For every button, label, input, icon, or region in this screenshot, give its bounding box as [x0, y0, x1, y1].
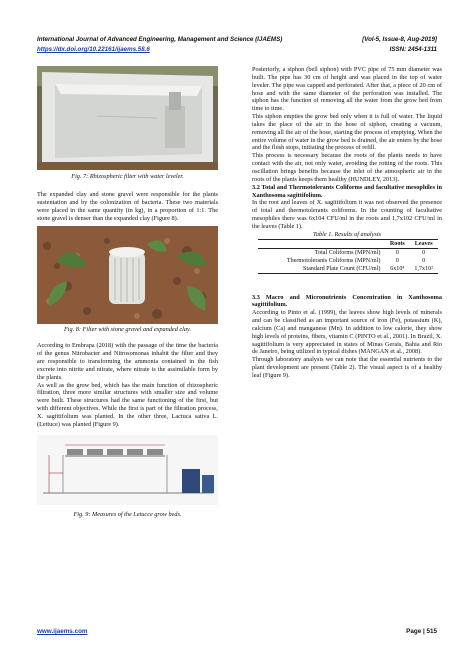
table-cell: Thermotolerants Coliforms (MPN/ml) [286, 257, 381, 264]
table-cell: 0 [395, 257, 399, 264]
section-3-3-heading: 3.3 Macro and Micronutrients Concentration in Xanthosoma sagittifolium. [252, 293, 442, 309]
doi-link[interactable]: https://dx.doi.org/10.22161/ijaems.58.6 [37, 46, 150, 53]
right-paragraph-6: Through laboratory analysis we can note that the essential nutrients to the plant development are present (Table 2). The visual aspect is of a healthy leaf (Figure 9). [252, 356, 442, 379]
table-row [258, 248, 438, 257]
figure-9-caption: Fig. 9: Measures of the Letucce grow beds. [73, 510, 182, 518]
left-paragraph-2: According to Embrapa (2018) with the passage of the time the bacteria of the genus Nitrobacter and Nitrosomonas inhabit the filter and they are responsible to transforming the ammonia contained in the fish excrete into nitrite and nitrate, where nitrate is the assimilable form by the plants. [37, 342, 218, 381]
table-row [258, 265, 438, 274]
table-header-cell: Leaves [409, 239, 438, 248]
table-cell: 6x10⁴ [385, 265, 409, 274]
table-cell: 0 [422, 257, 426, 264]
table-header-row [258, 239, 438, 248]
issn: ISSN: 2454-1311 [389, 46, 437, 53]
figure-7-caption: Fig. 7: Rhizospheric filter with water leveler. [71, 173, 184, 180]
table-header-cell: Roots [385, 239, 409, 248]
left-paragraph-3: As well as the grow bed, which has the main function of rhizospheric filtration, three more similar structures with smaller size and volume were built. These structures had the same functioning of the first, but with different objectives. While the first is part of the filtration process, X. sagittifolium was planted. In the other three, Lactuca sativa L. (Lettuce) was planted (Figure 9). [37, 381, 218, 428]
figure-7-photo [37, 66, 218, 170]
right-paragraph-1: Posteriorly, a siphon (bell siphon) with PVC pipe of 75 mm diameter was built. The pipe has 30 cm of height and was placed in the top of water leveler. The pipe was capped and perforated. After that, a piece of 20 cm of hose and with the same diameter of the perforation was installed. The siphon has the function of removing all the water from the grow bed from time to time. [252, 66, 442, 113]
website-link[interactable]: www.ijaems.com [37, 628, 88, 635]
table-cell: 0 [395, 249, 399, 256]
right-paragraph-3: This process is necessary because the roots of the plants needs to have contact with the air, not only water, avoiding the rotting of the roots. This oscillation brings benefits because the inlet of the atmospheric air in the roots of the plants keeps them healthy (HUNDLEY, 2013). [252, 152, 442, 183]
right-paragraph-4: In the root and leaves of X. sagittifolium it was not observed the presence of total and thermotolerants coliforms. In the counting of facultative mesophiles there was 6x104 CFU/ml in the roots and 1,7x102 CFU/ml in the leaves (Table 1). [252, 199, 442, 230]
table-1-caption: Table 1. Results of analysis [312, 230, 381, 238]
table-header-cell [258, 239, 385, 248]
table-cell: 0 [422, 249, 426, 256]
figure-8-photo [37, 226, 218, 324]
results-table [258, 239, 438, 274]
right-paragraph-5: According to Pinto et al. (1999), the leaves show high levels of minerals and can be classified as an important source of iron (Fe), potassium (K), calcium (Ca) and manganese (Mn). In addition to low calorie, they show high levels of proteins, fibers, vitamin C (PINTO et al., 2001). In Brazil, X. sagittifolium is very appreciated in states of Minas Gerais, Bahia and Rio de Janeiro, being utilized in typical dishes (MANGAN et al., 2008). [252, 309, 442, 356]
volume-info: [Vol-5, Issue-8, Aug-2019] [362, 36, 437, 43]
right-column [252, 66, 442, 380]
table-cell: Standard Plate Count (CFU/ml) [258, 265, 385, 274]
table-cell: Total Coliforms (MPN/ml) [314, 249, 381, 256]
table-row [258, 257, 438, 265]
right-paragraph-2: This siphon empties the grow bed only when it is full of water. The liquid takes the place of the air in the hose of siphon, creating a vacuum, removing all the air of the hose, starting the process of emptying. When the entire volume of water in the grow bed is drained, the air enters by the hose and the flush stops, initiating the process of refill. [252, 113, 442, 152]
figure-9-diagram [37, 435, 218, 505]
left-paragraph-1: The expanded clay and stone gravel were responsible for the plants sustentation and by the colonization of bacteria. These two materials were placed in the same quantity (in kg), in a proportion of 1:1. The stone gravel is denser than the expanded clay (Figure 8). [37, 191, 218, 222]
section-3-2-heading: 3.2 Total and Thermotolerants Coliforms and facultative mesophiles in Xanthosoma sagittifolium. [252, 183, 442, 199]
left-column [37, 66, 218, 519]
figure-8-caption: Fig. 8: Filter with stone gravel and expanded clay. [63, 326, 192, 334]
page-number: Page | 515 [406, 628, 437, 635]
journal-title: International Journal of Advanced Engineering, Management and Science (IJAEMS) [37, 36, 283, 43]
table-cell: 1,7x10² [409, 265, 438, 274]
